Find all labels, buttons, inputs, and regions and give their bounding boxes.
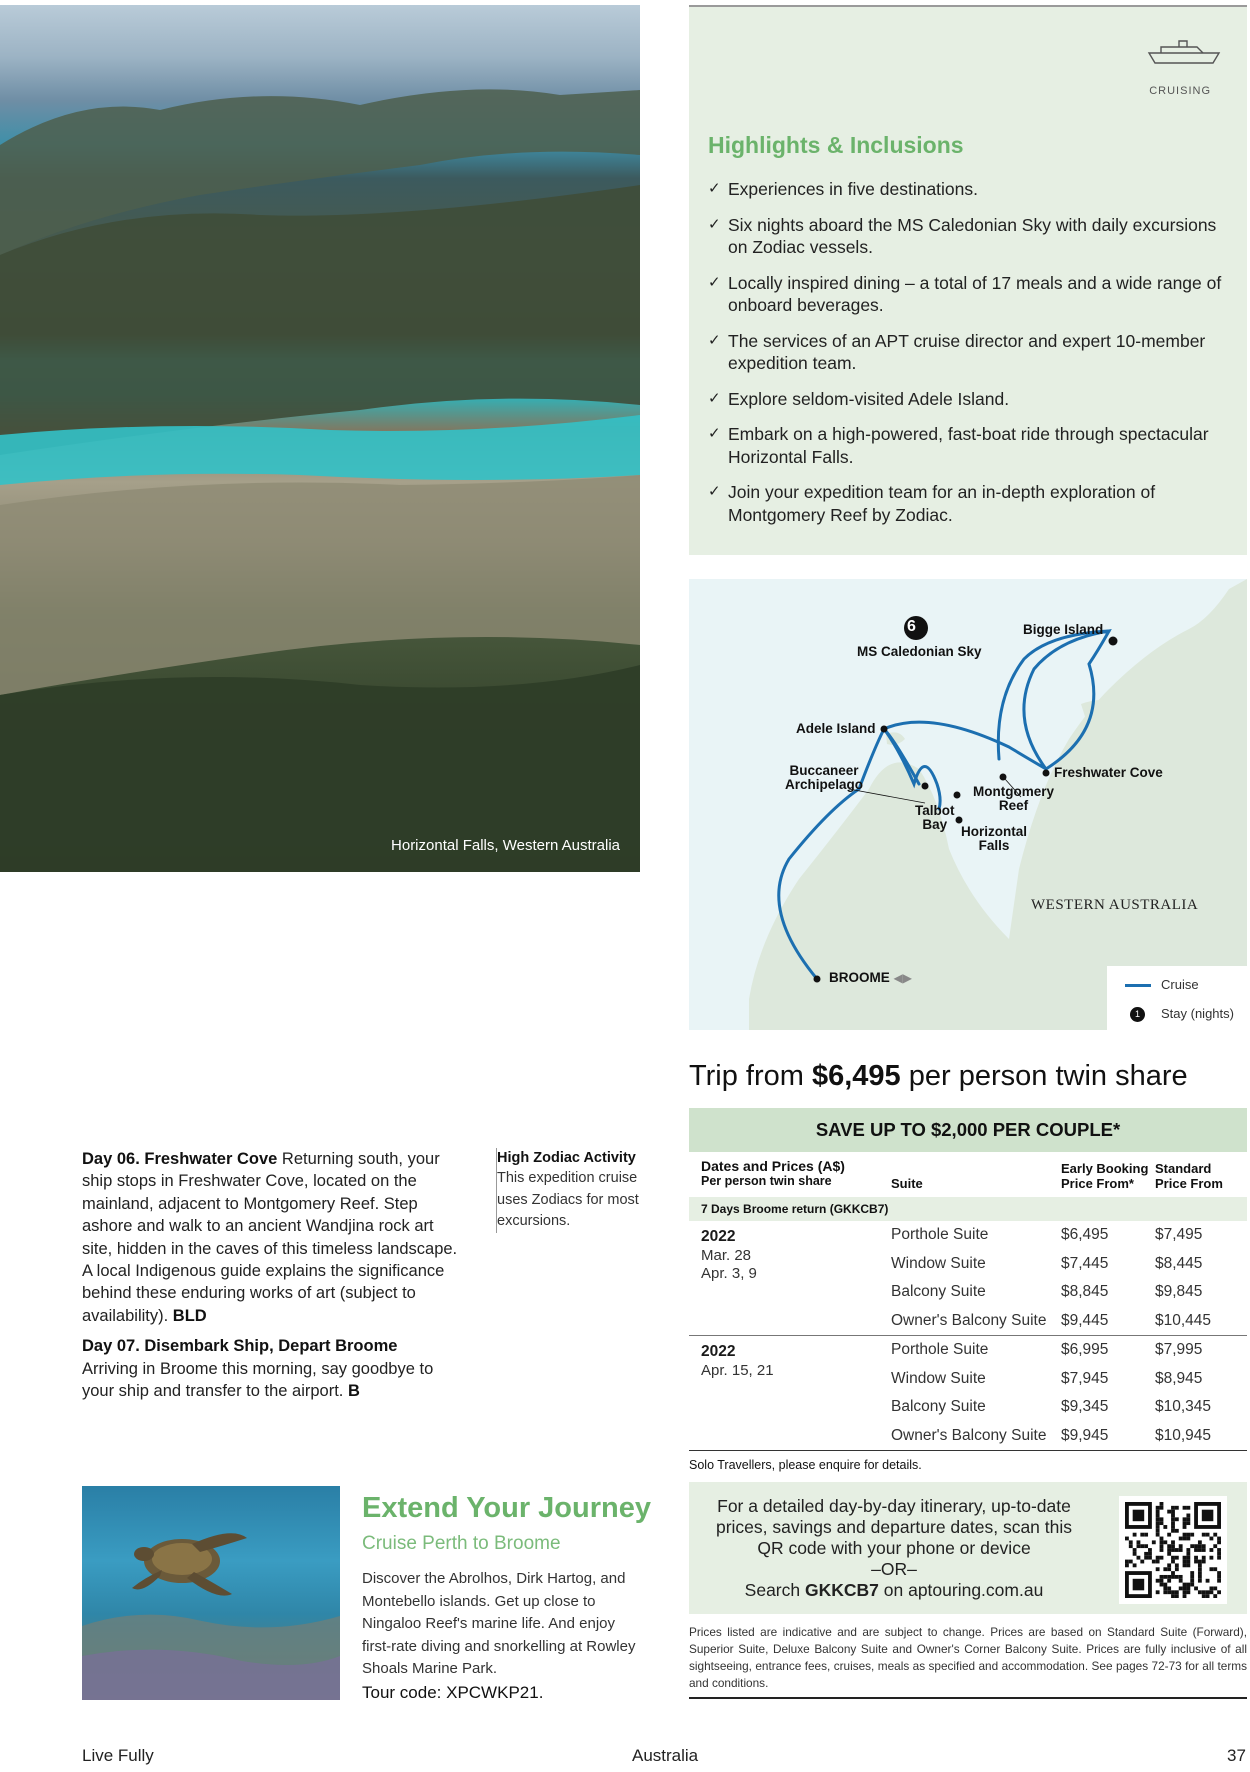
header-dates: Dates and Prices (A$) Per person twin share — [701, 1158, 845, 1188]
group-year: 2022 — [701, 1228, 736, 1245]
highlight-item: ✓ The services of an APT cruise director and expert 10-member expedition team. — [708, 330, 1228, 375]
highlight-item: ✓ Experiences in five destinations. — [708, 178, 1228, 201]
footer-center: Australia — [632, 1746, 699, 1765]
highlight-item: ✓ Locally inspired dining – a total of 17 meals and a wide range of onboard beverages. — [708, 272, 1228, 317]
table-row: Window Suite $7,445 $8,445 — [891, 1254, 1203, 1272]
table-row: Balcony Suite $9,345 $10,345 — [891, 1398, 1212, 1415]
stay-dot-icon: 1 — [1130, 1007, 1145, 1022]
zodiac-note-text: This expedition cruise uses Zodiacs for most excursions. — [497, 1170, 639, 1229]
group-year: 2022 — [701, 1343, 736, 1360]
tour-code-search: GKKCB7 — [804, 1580, 879, 1600]
extend-description: Discover the Abrolhos, Dirk Hartog, and Montebello islands. Get up close to Ningaloo Reef's marine life. And enjoy first-rate diving and snorkelling at Rowley Shoals Marine Park. — [362, 1570, 636, 1677]
place-label-bigge: Bigge Island — [1023, 622, 1104, 637]
date-group — [689, 1221, 1247, 1336]
header-standard: Standard Price From — [1155, 1161, 1223, 1191]
highlight-item: ✓ Explore seldom-visited Adele Island. — [708, 388, 1228, 411]
extend-subtitle: Cruise Perth to Broome — [362, 1533, 561, 1554]
qr-code-icon[interactable] — [1119, 1496, 1227, 1604]
table-header — [689, 1152, 1247, 1197]
highlight-item: ✓ Embark on a high-powered, fast-boat ride through spectacular Horizontal Falls. — [708, 423, 1228, 468]
ship-icon — [1147, 37, 1221, 67]
table-row: Porthole Suite $6,495 $7,495 — [891, 1226, 1203, 1243]
photo-scenery — [0, 5, 640, 872]
page-number: 37 — [1227, 1746, 1246, 1765]
legend-cruise: Cruise — [1161, 977, 1199, 992]
price-disclaimer: Prices listed are indicative and are subject to change. Prices are based on Standard Suite (Forward), Superior Suite, Deluxe Balcony Suite and Owner's Corner Balcony Suite. Prices are fully inclusive of all sightseeing, entrance fees, cruises, meals as specified and accommodation. See pages 72-73 for all terms and conditions. — [689, 1625, 1247, 1690]
category-label: CRUISING — [1149, 85, 1211, 97]
highlights-panel — [689, 5, 1247, 555]
place-label-montgomery: Montgomery Reef — [973, 784, 1054, 813]
place-label-buccaneer: Buccaneer Archipelago — [785, 763, 864, 792]
itinerary-day-7: Day 07. Disembark Ship, Depart Broome Arriving in Broome this morning, say goodbye to your ship and transfer to the airport. B — [82, 1337, 434, 1401]
photo-caption: Horizontal Falls, Western Australia — [391, 837, 620, 854]
solo-note: Solo Travellers, please enquire for details. — [689, 1458, 922, 1472]
zodiac-note — [496, 1148, 656, 1233]
table-row: Owner's Balcony Suite $9,945 $10,945 — [891, 1426, 1212, 1444]
start-end-arrows-icon: ◀▶ — [893, 971, 912, 985]
footer-left: Live Fully — [82, 1746, 154, 1765]
tour-label: 7 Days Broome return (GKKCB7) — [689, 1197, 1247, 1221]
highlights-list — [708, 178, 1228, 539]
table-row: Balcony Suite $8,845 $9,845 — [891, 1283, 1203, 1300]
place-label-broome: BROOME ◀▶ — [829, 970, 912, 985]
trip-price-line: Trip from $6,495 per person twin share — [689, 1060, 1188, 1092]
price-table — [689, 1152, 1247, 1451]
itinerary-day-6: Day 06. Freshwater Cove Returning south, your ship stops in Freshwater Cove, located on the mainland, adjacent to Montgomery Reef. Step ashore and walk to an ancient Wandjina rock art site, hidden in the caves of this timeless landscape. A local Indigenous guide explains the significance behind these enduring works of art (subject to availability). BLD — [82, 1150, 458, 1325]
trip-price: $6,495 — [811, 1060, 901, 1092]
region-label: WESTERN AUSTRALIA — [1031, 897, 1199, 913]
highlight-item: ✓ Join your expedition team for an in-depth exploration of Montgomery Reef by Zodiac. — [708, 481, 1228, 526]
highlight-item: ✓ Six nights aboard the MS Caledonian Sky with daily excursions on Zodiac vessels. — [708, 214, 1228, 259]
header-early: Early Booking Price From* — [1061, 1161, 1149, 1191]
itinerary-text — [82, 1148, 462, 1410]
route-map — [689, 579, 1247, 1030]
extend-tour-code: Tour code: XPCWKP21. — [362, 1683, 544, 1702]
turtle-photo — [82, 1486, 340, 1700]
place-label-horizontal: Horizontal Falls — [961, 824, 1027, 853]
turtle-scene — [82, 1486, 340, 1700]
divider — [689, 1697, 1247, 1699]
qr-instructions: For a detailed day-by-day itinerary, up-to-date prices, savings and departure dates, scan this QR code with your phone or device –OR– Search GKKCB7 on aptouring.com.au — [715, 1496, 1073, 1600]
save-banner: SAVE UP TO $2,000 PER COUPLE* — [689, 1108, 1247, 1152]
place-label-talbot: Talbot Bay — [915, 803, 955, 832]
landscape-photo — [0, 5, 640, 872]
table-row: Window Suite $7,945 $8,945 — [891, 1369, 1203, 1387]
table-row: Porthole Suite $6,995 $7,995 — [891, 1341, 1203, 1358]
group-date: Apr. 3, 9 — [701, 1265, 757, 1282]
highlights-title: Highlights & Inclusions — [708, 132, 964, 158]
group-date: Apr. 15, 21 — [701, 1362, 774, 1379]
route-line-icon — [1125, 984, 1151, 987]
legend-stay: Stay (nights) — [1161, 1006, 1234, 1021]
group-date: Mar. 28 — [701, 1247, 752, 1264]
extend-title: Extend Your Journey — [362, 1492, 651, 1524]
table-row: Owner's Balcony Suite $9,445 $10,445 — [891, 1311, 1212, 1329]
stay-nights-number: 6 — [907, 618, 916, 635]
map-legend — [1107, 966, 1247, 1030]
ship-name-label: MS Caledonian Sky — [857, 644, 982, 659]
qr-code-graphic — [1119, 1496, 1227, 1604]
place-label-adele: Adele Island — [796, 721, 876, 736]
qr-panel — [689, 1482, 1247, 1614]
date-group — [689, 1336, 1247, 1451]
header-suite: Suite — [891, 1176, 923, 1191]
zodiac-note-title: High Zodiac Activity — [497, 1150, 636, 1166]
place-label-freshwater: Freshwater Cove — [1054, 765, 1163, 780]
